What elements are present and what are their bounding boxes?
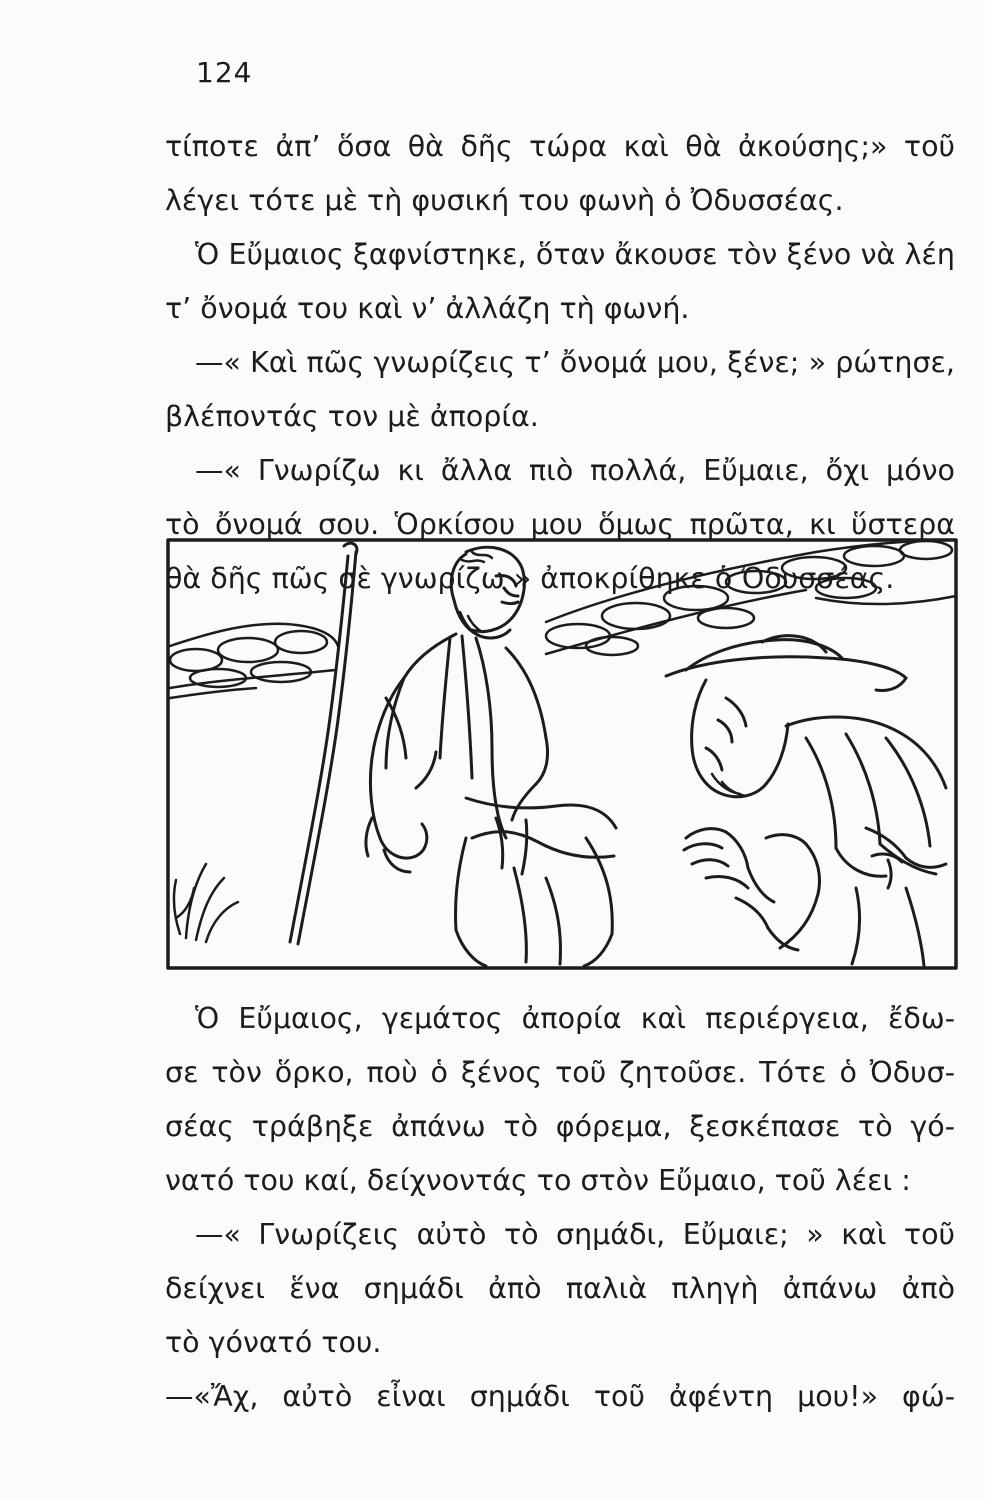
- stone-wall: [170, 624, 338, 698]
- text-line: σέας τράβηξε ἀπάνω τὸ φόρεμα, ξεσκέπασε τὸ γό-: [165, 1110, 955, 1143]
- eumaeus-body: [766, 717, 946, 966]
- grass-tuft: [174, 864, 238, 942]
- text-line: Ὁ Εὔμαιος ξαφνίστηκε, ὅταν ἄκουσε τὸν ξένο νὰ λέη: [195, 238, 955, 271]
- text-block-bottom: [165, 992, 955, 1424]
- text-line: σε τὸν ὅρκο, ποὺ ὁ ξένος τοῦ ζητοῦσε. Τότε ὁ Ὀδυσ-: [165, 1056, 955, 1089]
- text-line: Ὁ Εὔμαιος, γεμάτος ἀπορία καὶ περιέργεια, ἔδω-: [195, 1002, 955, 1035]
- odysseus-body: [366, 634, 548, 872]
- text-line: —« Καὶ πῶς γνωρίζεις τ’ ὄνομά μου, ξένε; » ρώτησε,: [195, 346, 955, 379]
- eumaeus-head: [692, 680, 788, 797]
- staff: [290, 543, 357, 944]
- text-line: —« Γνωρίζω κι ἄλλα πιὸ πολλά, Εὔμαιε, ὄχι μόνο: [195, 454, 955, 487]
- text-line: τὸ γόνατό του.: [165, 1326, 382, 1359]
- illustration-frame: [168, 540, 956, 968]
- odysseus-reveals-scar-to-eumaeus-icon: [166, 538, 958, 970]
- text-line: λέγει τότε μὲ τὴ φυσική του φωνὴ ὁ Ὀδυσσέας.: [165, 184, 844, 217]
- text-line: —« Γνωρίζεις αὐτὸ τὸ σημάδι, Εὔμαιε; » καὶ τοῦ: [195, 1218, 955, 1251]
- text-line: τίποτε ἀπ’ ὅσα θὰ δῆς τώρα καὶ θὰ ἀκούσης;» τοῦ: [165, 130, 955, 163]
- eumaeus-hands: [684, 829, 798, 950]
- text-line: θὰ δῆς πῶς σὲ γνωρίζω » ἀποκρίθηκε ὁ Ὀδυσσέας.: [165, 562, 895, 595]
- stone-wall-right: [546, 540, 956, 655]
- illustration-drawing: [166, 538, 958, 970]
- text-line: τὸ ὄνομά σου. Ὁρκίσου μου ὅμως πρῶτα, κι ὕστερα: [165, 508, 955, 541]
- text-line: —«Ἄχ, αὐτὸ εἶναι σημάδι τοῦ ἀφέντη μου!» φώ-: [165, 1380, 955, 1413]
- odysseus-head: [451, 547, 524, 638]
- text-line: δείχνει ἕνα σημάδι ἀπὸ παλιὰ πληγὴ ἀπάνω ἀπὸ: [165, 1272, 955, 1305]
- text-line: τ’ ὄνομά του καὶ ν’ ἀλλάζη τὴ φωνή.: [165, 292, 690, 325]
- odysseus-drapery: [455, 798, 616, 966]
- eumaeus-hat: [666, 636, 906, 691]
- text-line: νατό του καί, δείχνοντάς το στὸν Εὔμαιο, τοῦ λέει :: [165, 1164, 911, 1197]
- text-line: βλέποντάς τον μὲ ἀπορία.: [165, 400, 539, 433]
- page-number: 124: [196, 56, 253, 89]
- text-block-top: [165, 120, 955, 606]
